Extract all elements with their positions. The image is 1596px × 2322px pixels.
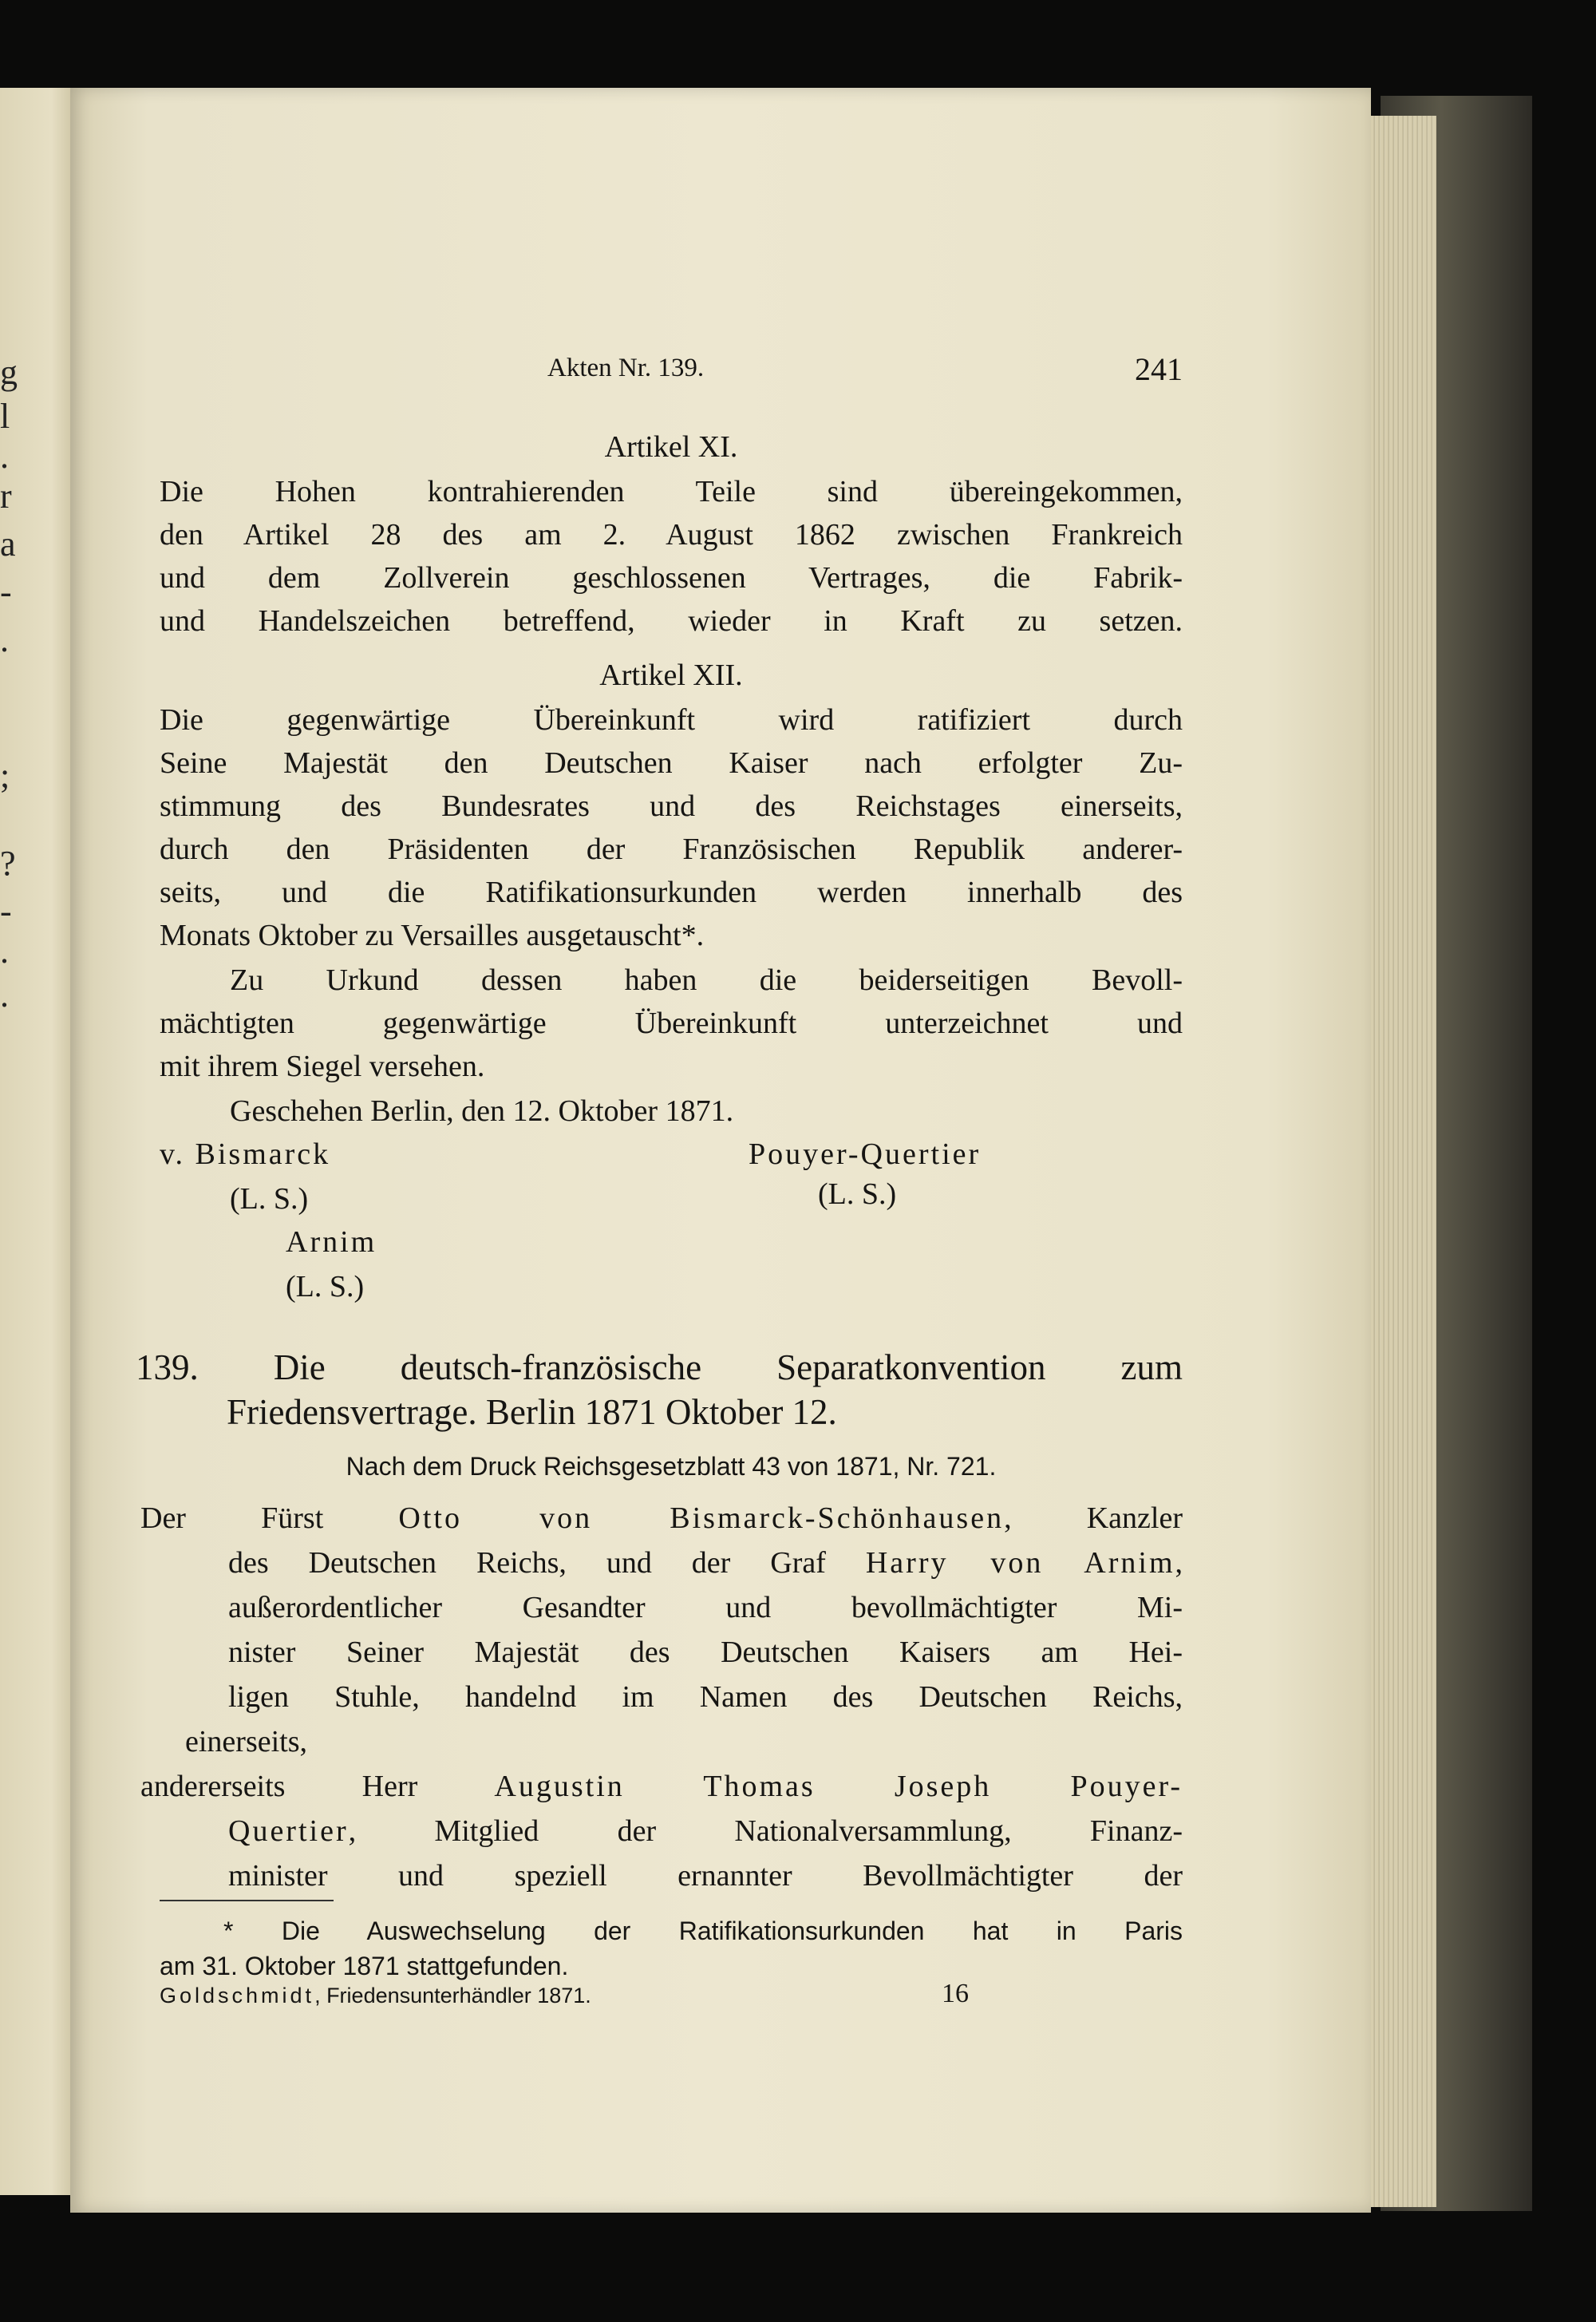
margin-fragment: a xyxy=(0,524,16,564)
text-line: und Handelszeichen betreffend, wieder in Kraft zu setzen. xyxy=(160,604,1183,638)
text-line: mächtigten gegenwärtige Übereinkunft unterzeichnet und xyxy=(160,1007,1183,1040)
text-line: nister Seiner Majestät des Deutschen Kaisers am Hei- xyxy=(228,1636,1183,1669)
text-run: andererseits Herr xyxy=(140,1770,495,1803)
place-date: Geschehen Berlin, den 12. Oktober 1871. xyxy=(230,1094,734,1128)
margin-fragment: . xyxy=(0,975,9,1015)
text-line: mit ihrem Siegel versehen. xyxy=(160,1050,485,1083)
page-number: 241 xyxy=(1135,351,1183,387)
text-line: minister und speziell ernannter Bevollmächtigter der xyxy=(228,1859,1183,1893)
signature-pouyer: Pouyer-Quertier xyxy=(749,1137,982,1171)
document-heading: 139. Die deutsch-französische Separatkonvention zum xyxy=(136,1347,1183,1387)
text-line: außerordentlicher Gesandter und bevollmächtigter Mi- xyxy=(228,1591,1183,1624)
footnote-rule xyxy=(160,1900,334,1901)
margin-fragment: ? xyxy=(0,844,16,883)
person-name: Augustin Thomas Joseph Pouyer- xyxy=(494,1770,1183,1803)
text-line xyxy=(140,1765,1183,1808)
person-name: Harry von Arnim xyxy=(865,1546,1175,1580)
footer-author: Goldschmidt xyxy=(160,1984,315,2008)
article-heading: Artikel XI. xyxy=(604,430,738,464)
margin-fragment: l xyxy=(0,397,10,436)
margin-fragment: g xyxy=(0,353,18,392)
margin-fragment: . xyxy=(0,437,9,476)
source-note: Nach dem Druck Reichsgesetzblatt 43 von 1871, Nr. 721. xyxy=(346,1452,997,1481)
text-run: Der Fürst xyxy=(140,1501,399,1535)
signature-bismarck: v. Bismarck xyxy=(160,1137,331,1171)
text-line: einerseits, xyxy=(185,1725,308,1758)
document-heading: Friedensvertrage. Berlin 1871 Oktober 12. xyxy=(227,1392,837,1432)
margin-fragment: - xyxy=(0,892,12,931)
person-name: Otto von Bismarck-Schönhausen xyxy=(398,1501,1005,1535)
text-line: Die Hohen kontrahierenden Teile sind übereingekommen, xyxy=(160,475,1183,508)
article-heading: Artikel XII. xyxy=(599,659,743,692)
margin-fragment: . xyxy=(0,932,9,971)
signature-mark: 16 xyxy=(942,1979,969,2008)
running-header xyxy=(160,351,1183,394)
margin-fragment: r xyxy=(0,477,12,516)
text-line xyxy=(228,1810,1183,1853)
text-line: den Artikel 28 des am 2. August 1862 zwischen Frankreich xyxy=(160,518,1183,552)
margin-fragment: ; xyxy=(0,756,10,795)
text-run: , Kanzler xyxy=(1004,1501,1183,1535)
text-line: Die gegenwärtige Übereinkunft wird ratifiziert durch xyxy=(160,703,1183,737)
text-run: , Mitglied der Nationalversammlung, Finanz- xyxy=(348,1814,1183,1848)
header-title: Akten Nr. 139. xyxy=(547,354,705,382)
seal-mark: (L. S.) xyxy=(230,1182,309,1216)
person-name: Quertier xyxy=(228,1814,349,1848)
text-line: ligen Stuhle, handelnd im Namen des Deutschen Reichs, xyxy=(228,1680,1183,1714)
text-line: Zu Urkund dessen haben die beiderseitigen Bevoll- xyxy=(230,963,1183,997)
seal-mark: (L. S.) xyxy=(286,1270,365,1303)
footer-book: , Friedensunterhändler 1871. xyxy=(314,1984,591,2008)
text-line xyxy=(228,1541,1183,1584)
margin-fragment: . xyxy=(0,620,9,659)
text-line: seits, und die Ratifikationsurkunden werden innerhalb des xyxy=(160,876,1183,909)
footnote-line: am 31. Oktober 1871 stattgefunden. xyxy=(160,1952,569,1980)
text-line: und dem Zollverein geschlossenen Vertrages, die Fabrik- xyxy=(160,561,1183,595)
text-line: durch den Präsidenten der Französischen Republik anderer- xyxy=(160,833,1183,866)
text-line: stimmung des Bundesrates und des Reichstages einerseits, xyxy=(160,789,1183,823)
signature-arnim: Arnim xyxy=(286,1225,377,1259)
seal-mark: (L. S.) xyxy=(818,1177,897,1211)
text-run: , xyxy=(1175,1546,1183,1580)
text-line: Monats Oktober zu Versailles ausgetauscht*. xyxy=(160,919,705,952)
text-line xyxy=(140,1497,1183,1540)
book-page xyxy=(70,88,1371,2213)
footnote-line: * Die Auswechselung der Ratifikationsurkunden hat in Paris xyxy=(223,1917,1183,1945)
left-page-edge xyxy=(0,88,73,2195)
page-footer xyxy=(160,1979,1183,2008)
text-line: Seine Majestät den Deutschen Kaiser nach erfolgter Zu- xyxy=(160,746,1183,780)
text-run: des Deutschen Reichs, und der Graf xyxy=(228,1546,866,1580)
margin-fragment: - xyxy=(0,572,12,611)
page-content xyxy=(136,267,1183,2183)
